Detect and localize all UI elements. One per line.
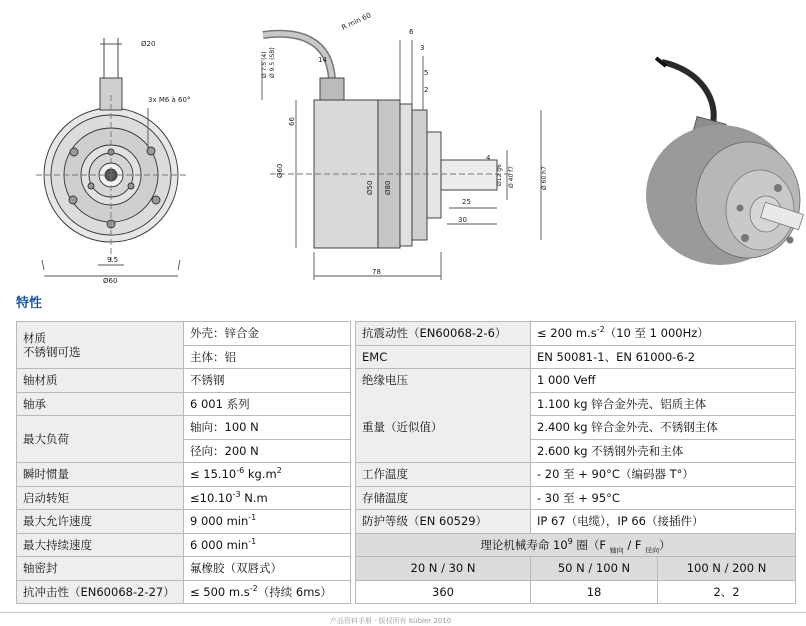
life-value-2: 18 [531,580,658,604]
insul-label: 绝缘电压 [356,369,531,393]
prot-label: 防护等级（EN 60529） [356,510,531,534]
maxload-radial-value: 径向：200 N [184,439,351,463]
torque-label: 启动转矩 [17,486,184,510]
dim-14: 14 [318,56,327,64]
life-header-3: 100 N / 200 N [658,557,796,581]
technical-drawings [0,0,806,290]
dim-5: 5 [424,69,429,77]
bearing-label: 轴承 [17,392,184,416]
seal-value: 氟橡胶（双唇式） [184,557,351,581]
dim-78: 78 [372,268,381,276]
footer-divider [0,612,806,613]
material-label: 材质 不锈钢可选 [17,322,184,369]
shock-label: 抗冲击性（EN60068-2-27） [17,580,184,604]
sttemp-value: - 30 至 + 95°C [531,486,796,510]
dim-9-5: 9.5 [107,256,119,264]
vib-value: ≤ 200 $m.s^{-2}(10$ 至 1 000Hz） [531,322,796,346]
maxload-axial-value: 轴向：100 N [184,416,351,440]
contspeed-label: 最大持续速度 [17,533,184,557]
life-value-3: 2、2 [658,580,796,604]
dim-phi60: Ø60 [103,277,118,285]
dim-holes: 3x M6 à 60° [148,96,191,104]
emc-value: EN 50081-1、EN 61000-6-2 [531,345,796,369]
footer-text: 产品资料手册 · 版权所有 Kübler 2010 [330,617,452,625]
sttemp-label: 存储温度 [356,486,531,510]
maxspeed-label: 最大允许速度 [17,510,184,534]
dim-6: 6 [409,28,414,36]
life-header-2: 50 N / 100 N [531,557,658,581]
life-title: 理论机械寿命 $10^9$ 圈（F $_{轴向}$ / F $_{径向}$） [356,533,796,557]
dim-phi9-5: Ø 9.5 (SB) [269,47,276,78]
weight-value-3: 2.600 kg 不锈钢外壳和主体 [531,439,796,463]
optemp-value: - 20 至 + 90°C（编码器 T°） [531,463,796,487]
dim-phi20: Ø20 [141,40,156,48]
material-shell-value: 外壳：锌合金 [184,322,351,346]
spec-table-right [355,321,796,604]
dim-phi60-side: Ø60 [276,163,284,178]
material-body-value: 主体：铝 [184,345,351,369]
dim-phi40: Ø 40 f7 [508,165,515,188]
emc-label: EMC [356,345,531,369]
dim-30: 30 [458,216,467,224]
dim-66: 66 [288,117,296,126]
vib-label: 抗震动性（EN60068-2-6） [356,322,531,346]
weight-value-1: 1.100 kg 锌合金外壳、铝质主体 [531,392,796,416]
prot-value: IP 67（电缆），IP 66（接插件） [531,510,796,534]
dim-phi7-5: Ø 7.5 (4) [261,51,268,78]
inertia-label: 瞬时惯量 [17,463,184,487]
shaft-label: 轴材质 [17,369,184,393]
life-header-1: 20 N / 30 N [356,557,531,581]
dim-phi50: Ø50 [366,180,374,195]
contspeed-value: 6 000 $\min^{-1}$ [184,533,351,557]
dim-2: 2 [424,86,429,94]
seal-label: 轴密封 [17,557,184,581]
dim-3: 3 [420,44,425,52]
torque-value: $\le 10.10^{-3}$ N.m [184,486,351,510]
spec-table-left [16,321,351,604]
life-value-1: 360 [356,580,531,604]
weight-value-2: 2.400 kg 锌合金外壳、不锈钢主体 [531,416,796,440]
section-title: 特性 [16,296,43,311]
front-view-drawing [36,38,186,276]
dim-4: 4 [486,154,491,162]
bearing-value: 6 001 系列 [184,392,351,416]
dim-phi80: Ø80 [384,180,392,195]
encoder-photo [646,58,803,265]
insul-value: 1 000 Veff [531,369,796,393]
shaft-value: 不锈钢 [184,369,351,393]
maxload-label: 最大负荷 [17,416,184,463]
side-view-drawing [262,34,541,280]
inertia-value: ≤ $15.10^{-6}$ $kg.m^2$ [184,463,351,487]
dim-phi12: Ø12 g6 [496,164,503,186]
shock-value: ≤ 500 $m.s^{-2}$（持续 6ms） [184,580,351,604]
weight-label: 重量（近似值） [356,392,531,463]
maxspeed-value: 9 000 $\min^{-1}$ [184,510,351,534]
dim-25: 25 [462,198,471,206]
optemp-label: 工作温度 [356,463,531,487]
dim-rmin: R min 60 [340,11,373,32]
dim-phi60h7: Ø 60 h7 [541,166,548,190]
